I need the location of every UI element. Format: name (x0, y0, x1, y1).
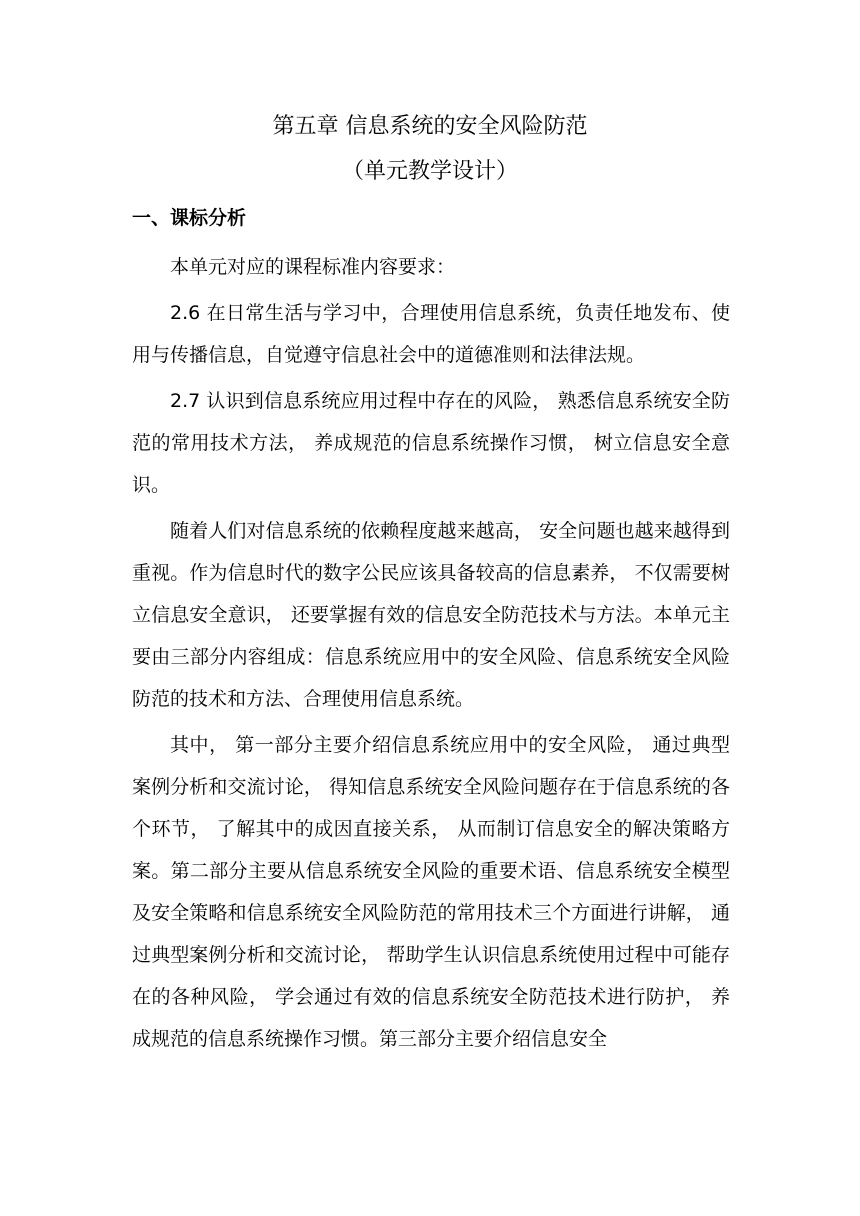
paragraph: 2.6 在日常生活与学习中，合理使用信息系统，负责任地发布、使用与传播信息，自觉遵守信息社会中的道德准则和法律法规。 (132, 302, 730, 366)
paragraph: 其中， 第一部分主要介绍信息系统应用中的安全风险， 通过典型案例分析和交流讨论， 得知信息系统安全风险问题存在于信息系统的各个环节， 了解其中的成因直接关系， 从而制订信息安全的解决策略方案。第二部分主要从信息系统安全风险的重要术语、信息系统安全模型及安全策略和信息系统安全风险防范的常用技术三个方面进行讲解， 通过典型案例分析和交流讨论， 帮助学生认识信息系统使用过程中可能存在的各种风险， 学会通过有效的信息系统安全防范技术进行防护， 养成规范的信息系统操作习惯。第三部分主要介绍信息安全 (132, 734, 730, 1050)
chapter-subtitle: （单元教学设计） (341, 159, 518, 184)
paragraph: 2.7 认识到信息系统应用过程中存在的风险， 熟悉信息系统安全防范的常用技术方法， 养成规范的信息系统操作习惯， 树立信息安全意识。 (132, 390, 730, 496)
chapter-title: 第五章 信息系统的安全风险防范 (272, 114, 588, 139)
section-heading: 一、课标分析 (132, 207, 247, 229)
body-text (132, 246, 730, 1060)
paragraph: 随着人们对信息系统的依赖程度越来越高， 安全问题也越来越得到重视。作为信息时代的数字公民应该具备较高的信息素养， 不仅需要树立信息安全意识， 还要掌握有效的信息安全防范技术与方法。本单元主要由三部分内容组成：信息系统应用中的安全风险、信息系统安全风险防范的技术和方法、合理使用信息系统。 (132, 520, 730, 710)
paragraph: 本单元对应的课程标准内容要求： (170, 256, 456, 278)
